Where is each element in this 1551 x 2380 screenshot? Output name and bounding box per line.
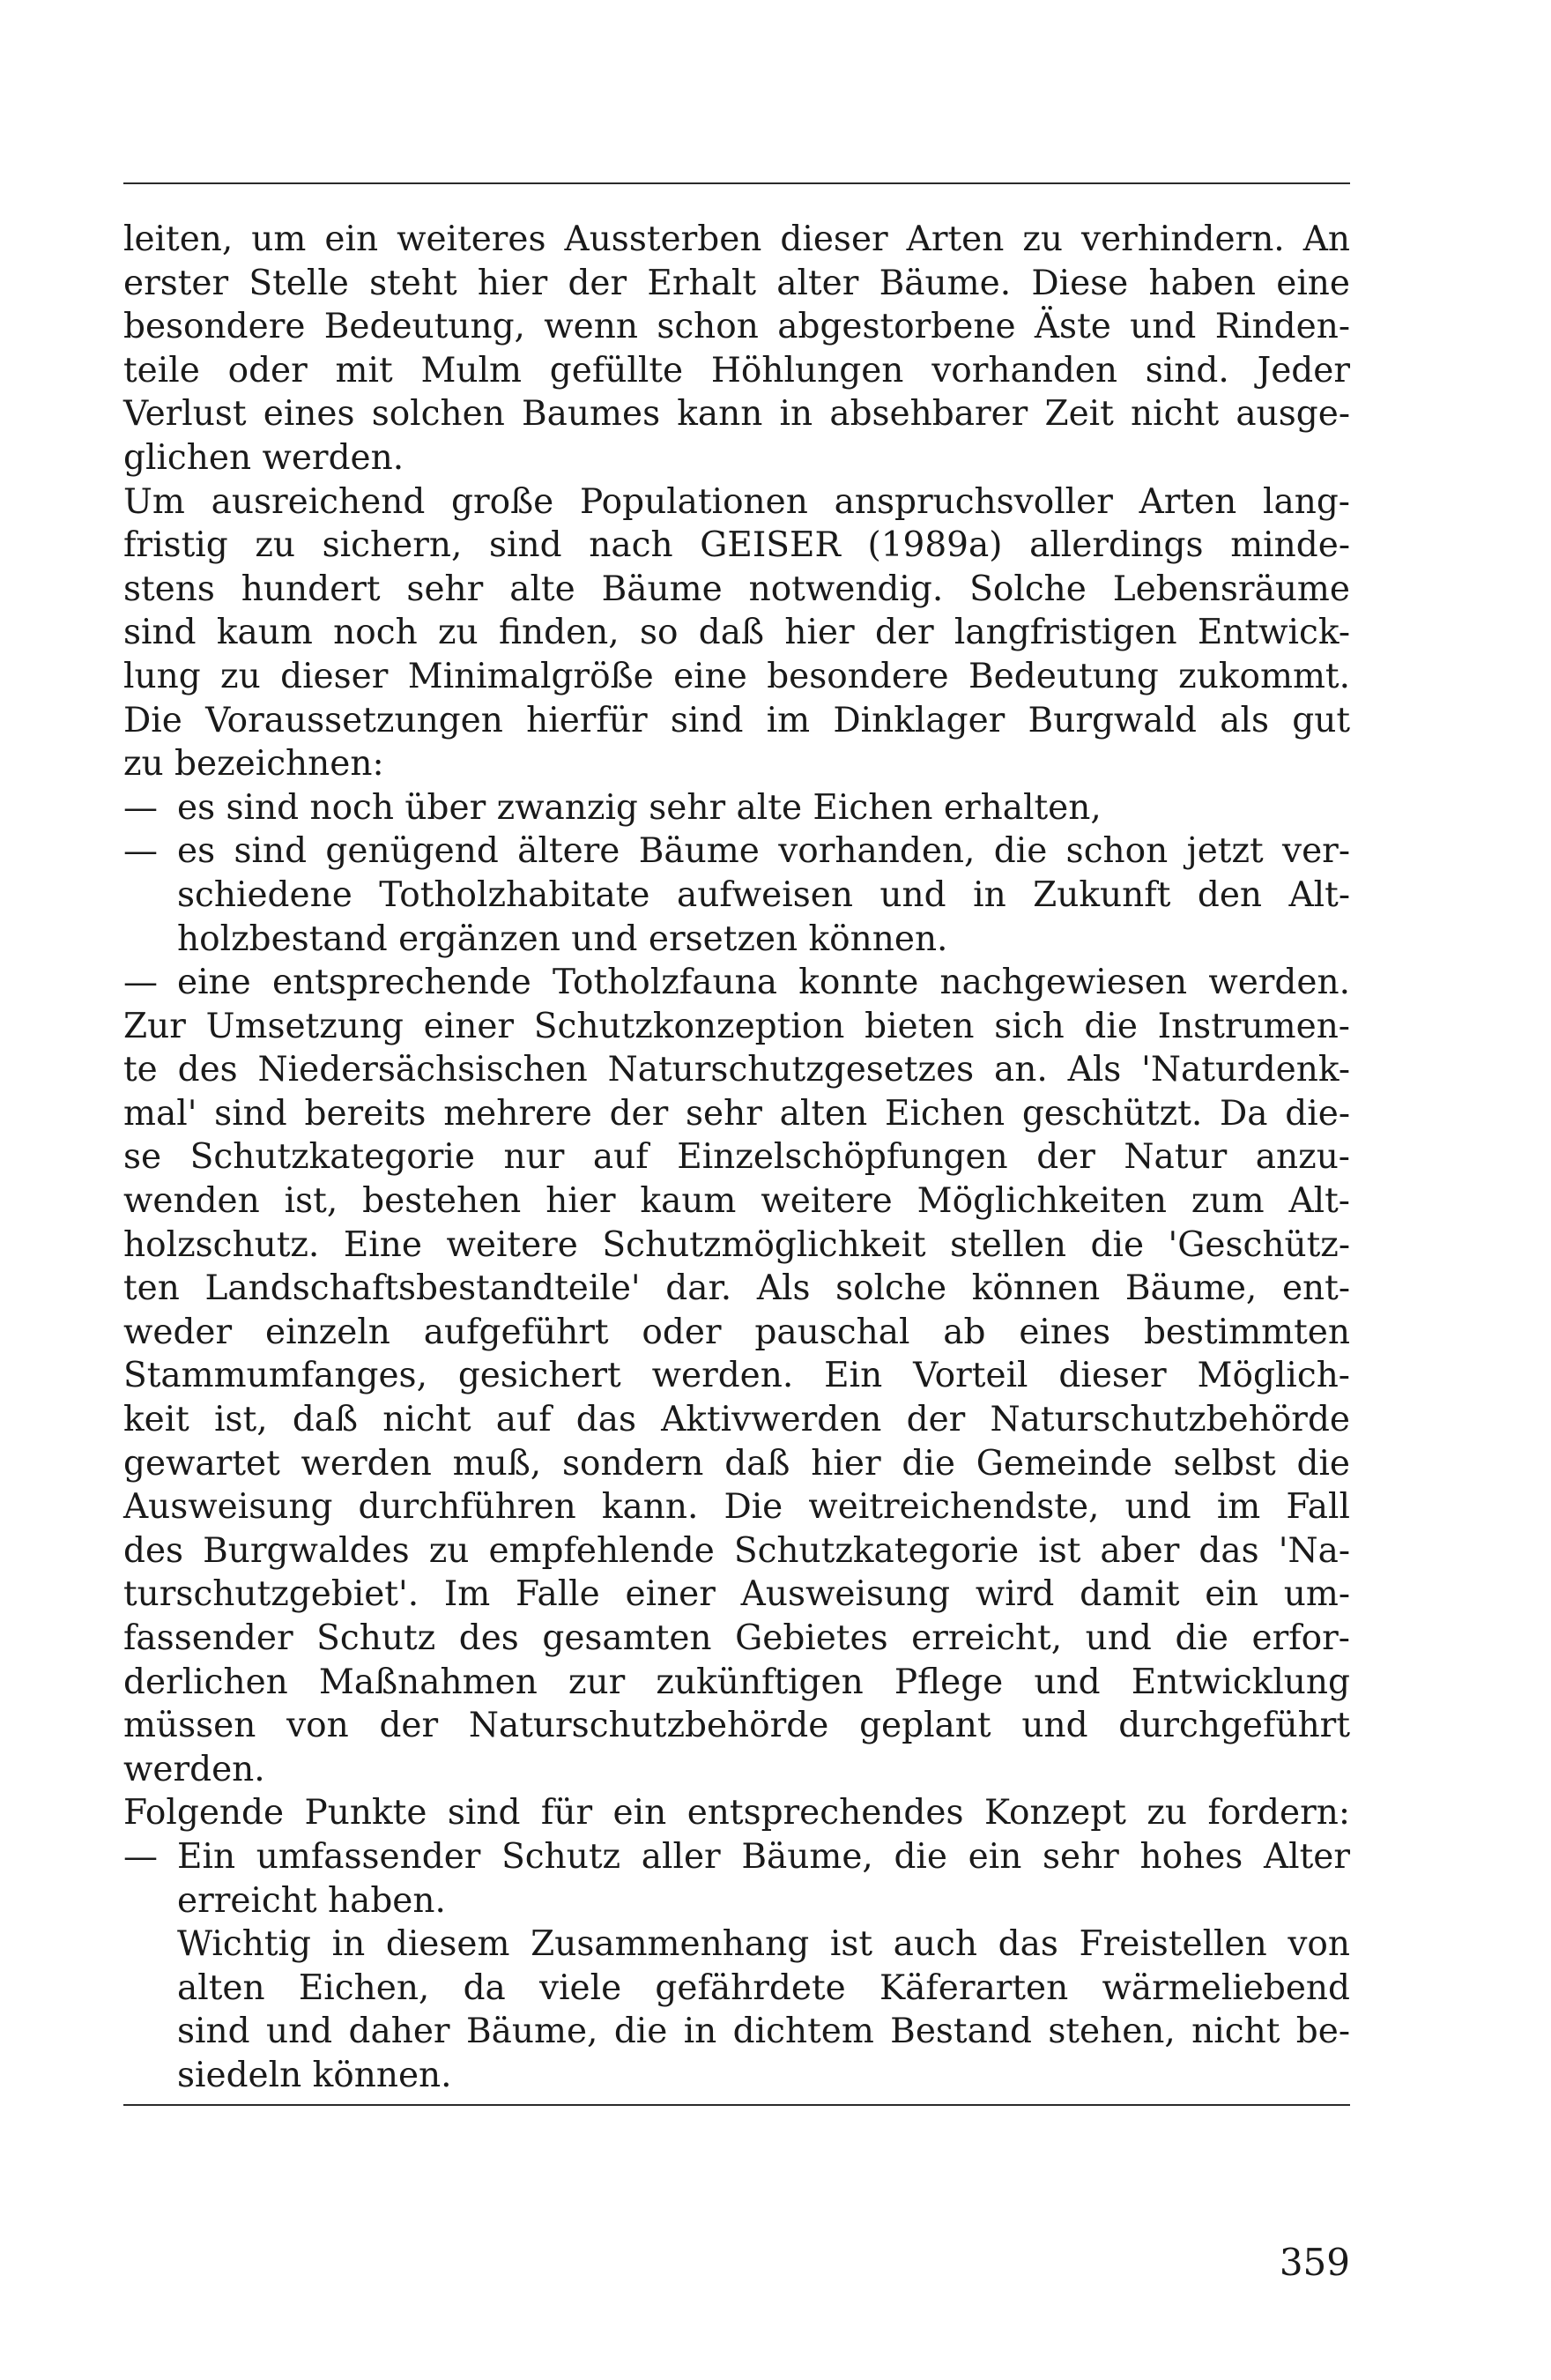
text-line: wenden ist, bestehen hier kaum weitere Möglichkeiten zum Alt- [123, 1181, 1350, 1222]
text-line: leiten, um ein weiteres Aussterben dieser Arten zu verhindern. An [123, 219, 1350, 259]
text-line: weder einzeln aufgeführt oder pauschal ab eines bestimmten [123, 1312, 1350, 1352]
text-line: Stammumfanges, gesichert werden. Ein Vorteil dieser Möglich- [123, 1356, 1350, 1396]
text-line: Zur Umsetzung einer Schutzkonzeption bieten sich die Instrumen- [123, 1006, 1350, 1046]
text-line: ten Landschaftsbestandteile' dar. Als solche können Bäume, ent- [123, 1268, 1350, 1309]
bullet-text: es sind noch über zwanzig sehr alte Eichen erhalten, [177, 787, 1102, 828]
footer-rule [123, 2104, 1350, 2106]
text-line: stens hundert sehr alte Bäume notwendig. Solche Lebensräume [123, 569, 1350, 609]
dash-marker: — [123, 963, 158, 1003]
text-line: besondere Bedeutung, wenn schon abgestorbene Äste und Rinden- [123, 307, 1350, 347]
text-line: se Schutzkategorie nur auf Einzelschöpfungen der Natur anzu- [123, 1137, 1350, 1178]
text-line: keit ist, daß nicht auf das Aktivwerden der Naturschutzbehörde [123, 1400, 1350, 1440]
text-line: te des Niedersächsischen Naturschutzgesetzes an. Als 'Naturdenk- [123, 1050, 1350, 1090]
text-line: Um ausreichend große Populationen anspruchsvoller Arten lang- [123, 481, 1350, 522]
bullet-text: es sind genügend ältere Bäume vorhanden, die schon jetzt ver- [177, 831, 1350, 872]
bullet-line [123, 1835, 1350, 1879]
bullet-continuation: Wichtig in diesem Zusammenhang ist auch das Freistellen von [177, 1924, 1350, 1965]
text-line: zu bezeichnen: [123, 744, 384, 785]
header-rule [123, 182, 1350, 184]
bullet-line [123, 961, 1350, 1005]
bullet-text: Ein umfassender Schutz aller Bäume, die ein sehr hohes Alter [177, 1836, 1350, 1877]
dash-marker: — [123, 1836, 158, 1877]
text-line: müssen von der Naturschutzbehörde geplant und durchgeführt [123, 1706, 1350, 1746]
text-line: Verlust eines solchen Baumes kann in absehbarer Zeit nicht ausge- [123, 394, 1350, 435]
bullet-continuation: schiedene Totholzhabitate aufweisen und in Zukunft den Alt- [177, 874, 1350, 915]
text-line: lung zu dieser Minimalgröße eine besondere Bedeutung zukommt. [123, 656, 1350, 696]
bullet-continuation: siedeln können. [177, 2055, 452, 2095]
text-line: derlichen Maßnahmen zur zukünftigen Pflege und Entwicklung [123, 1662, 1350, 1702]
text-line: holzschutz. Eine weitere Schutzmöglichkeit stellen die 'Geschütz- [123, 1224, 1350, 1265]
bullet-continuation: erreicht haben. [177, 1880, 446, 1921]
text-line: Die Voraussetzungen hierfür sind im Dinklager Burgwald als gut [123, 700, 1350, 740]
dash-marker: — [123, 831, 158, 872]
text-line: werden. [123, 1749, 265, 1789]
text-line: gewartet werden muß, sondern daß hier die Gemeinde selbst die [123, 1443, 1350, 1484]
bullet-text: eine entsprechende Totholzfauna konnte nachgewiesen werden. [177, 963, 1350, 1003]
text-line: fassender Schutz des gesamten Gebietes erreicht, und die erfor- [123, 1618, 1350, 1658]
text-line: glichen werden. [123, 437, 404, 478]
bullet-line [123, 829, 1350, 874]
text-line: teile oder mit Mulm gefüllte Höhlungen vorhanden sind. Jeder [123, 350, 1350, 390]
body-text [123, 218, 1350, 2098]
text-line: des Burgwaldes zu empfehlende Schutzkategorie ist aber das 'Na- [123, 1530, 1350, 1571]
page-number: 359 [1279, 2241, 1350, 2284]
text-line: Ausweisung durchführen kann. Die weitreichendste, und im Fall [123, 1487, 1350, 1528]
text-line: sind kaum noch zu finden, so daß hier der langfristigen Entwick- [123, 613, 1350, 653]
bullet-continuation: sind und daher Bäume, die in dichtem Bestand stehen, nicht be- [177, 2012, 1350, 2052]
bullet-continuation: holzbestand ergänzen und ersetzen können. [177, 919, 948, 959]
text-line: mal' sind bereits mehrere der sehr alten Eichen geschützt. Da die- [123, 1093, 1350, 1134]
bullet-continuation: alten Eichen, da viele gefährdete Käferarten wärmeliebend [177, 1967, 1350, 2008]
text-line: Folgende Punkte sind für ein entsprechendes Konzept zu fordern: [123, 1793, 1350, 1833]
dash-marker: — [123, 787, 158, 828]
text-line: erster Stelle steht hier der Erhalt alter Bäume. Diese haben eine [123, 263, 1350, 303]
text-line: turschutzgebiet'. Im Falle einer Ausweisung wird damit ein um- [123, 1574, 1350, 1615]
bullet-line [123, 786, 1350, 830]
text-line: fristig zu sichern, sind nach GEISER (1989a) allerdings minde- [123, 525, 1350, 566]
